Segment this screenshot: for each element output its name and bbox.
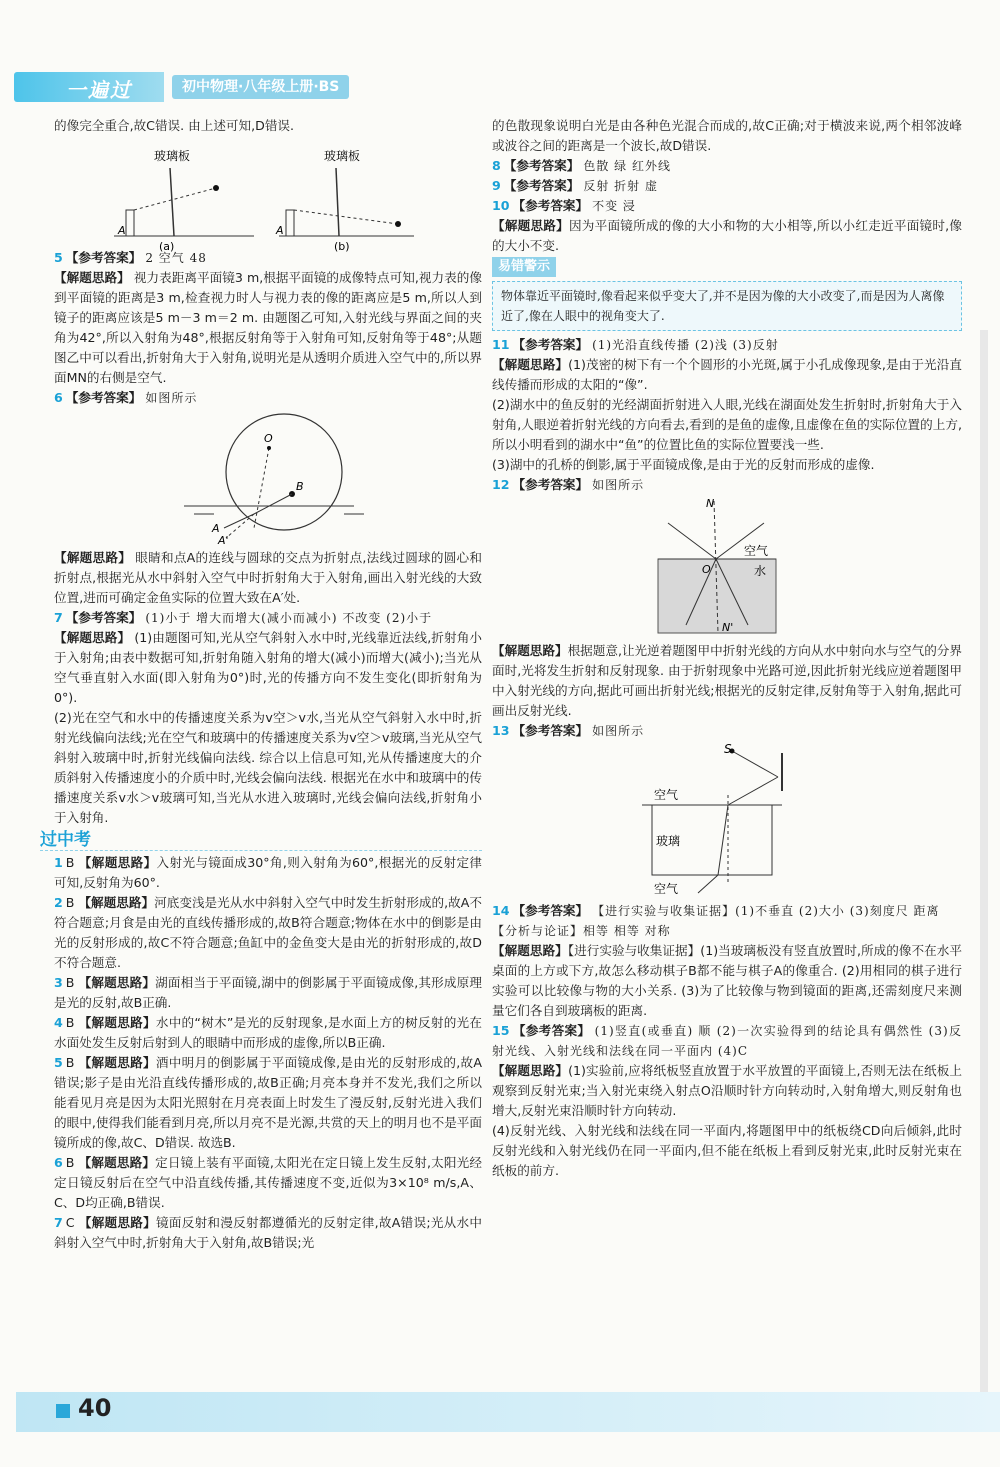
q6-label-a-prime: A' — [218, 534, 229, 547]
q5-answer-label: 【参考答案】 — [65, 250, 142, 265]
q13-label: 【参考答案】 — [512, 723, 589, 738]
q11-label: 【参考答案】 — [512, 337, 589, 352]
exam-2-number: 2 — [54, 895, 63, 910]
q9-answer: 反射 折射 虚 — [583, 179, 658, 193]
q8-label: 【参考答案】 — [503, 158, 580, 173]
fig-b-caption: (b) — [334, 240, 350, 253]
q5-hint-text: 视力表距离平面镜3 m,根据平面镜的成像特点可知,视力表的像到平面镜的距离是3 m,检查视力时人与视力表的像的距离应是5 m,所以人到镜子的距离应该是5 m－3 m＝2 m. 由题图乙可知,入射光线与界面之间的夹角为42°,所以入射角为48°,根据反射角等于入射角可知,反射角等于48°;从题图乙中可以看出,折射角大于入射角,说明光是从透明介质进入空气中的,所以界面MN的右侧是空气. — [54, 270, 482, 385]
q13-label-s: S — [724, 742, 732, 756]
q14-label: 【参考答案】 — [512, 903, 589, 918]
q5-number: 5 — [54, 250, 63, 265]
q14-hint-text: 【进行实验与收集证据】(1)当玻璃板没有竖直放置时,所成的像不在水平桌面的上方或下方,故怎么移动棋子B都不能与棋子A的像重合. (2)用相同的棋子进行实验可以比较像与物的大小关系. (3)为了比较像与物到镜面的距离,还需刻度尺来测量它们各自到玻璃板的距离. — [492, 943, 963, 1018]
exam-3-number: 3 — [54, 975, 63, 990]
q7 — [54, 608, 482, 628]
q10-hint-text: 因为平面镜所成的像的大小和物的大小相等,所以小红走近平面镜时,像的大小不变. — [492, 218, 963, 253]
exam-item-1 — [54, 853, 482, 893]
exam-6-text: 定日镜上装有平面镜,太阳光在定日镜上发生反射,太阳光经定日镜反射后在空气中沿直线传播,其传播速度不变,近似为3×10⁸ m/s,A、C、D均正确,B错误. — [54, 1155, 482, 1210]
exam-7-answer: C — [65, 1215, 75, 1230]
exam-1-number: 1 — [54, 855, 63, 870]
q5-hint — [54, 268, 482, 388]
q9-number: 9 — [492, 178, 501, 193]
q6 — [54, 388, 482, 408]
exam-4-text: 水中的“树木”是光的反射现象,是水面上方的树反射的光在水面处发生反射后射到人的眼睛中而形成的虚像,所以B正确. — [54, 1015, 483, 1050]
q14 — [492, 901, 962, 921]
q6-hint-label: 【解题思路】 — [54, 550, 132, 565]
exam-2-answer: B — [65, 895, 75, 910]
exam-item-7 — [54, 1213, 482, 1253]
q12-label-water: 水 — [754, 564, 767, 578]
fig-b-label: 玻璃板 — [324, 149, 361, 163]
exam-3-label: 【解题思路】 — [78, 975, 156, 990]
exam-2-label: 【解题思路】 — [78, 895, 155, 910]
q6-number: 6 — [54, 390, 63, 405]
page-number: 40 — [78, 1394, 112, 1422]
q10-label: 【参考答案】 — [512, 198, 589, 213]
q11-number: 11 — [492, 337, 510, 352]
margin-strip — [980, 330, 988, 1430]
q7-answer-label: 【参考答案】 — [65, 610, 142, 625]
q14-number: 14 — [492, 903, 510, 918]
q13-label-glass: 玻璃 — [656, 834, 681, 848]
q5-answer: 2 空气 48 — [145, 251, 207, 265]
exam-6-answer: B — [65, 1155, 75, 1170]
q10-hint-label: 【解题思路】 — [492, 218, 569, 233]
exam-item-5 — [54, 1053, 482, 1153]
q13-label-air-top: 空气 — [654, 788, 679, 802]
alert-tag: 易错警示 — [492, 257, 556, 277]
fig-a-label: 玻璃板 — [154, 149, 191, 163]
q11-answer: (1)光沿直线传播 (2)浅 (3)反射 — [592, 338, 779, 352]
q10-hint — [492, 216, 962, 256]
intro-text: 的像完全重合,故C错误. 由上述可知,D错误. — [54, 118, 295, 133]
refraction-diagram — [492, 497, 962, 639]
exam-item-2 — [54, 893, 482, 973]
q14-answer-2: 【分析与论证】相等 相等 对称 — [492, 924, 671, 938]
q6-hint — [54, 548, 482, 608]
exam-7-label: 【解题思路】 — [78, 1215, 156, 1230]
q15-answer: (1)竖直(或垂直) 顺 (2)一次实验得到的结论具有偶然性 (3)反射光线、入射光线和法线在同一平面内 (4)C — [492, 1024, 962, 1058]
q6-answer-label: 【参考答案】 — [65, 390, 142, 405]
q14-hint-label: 【解题思路】 — [492, 943, 568, 958]
right-continued-text: 的色散现象说明白光是由各种色光混合而成的,故C正确;对于横波来说,两个相邻波峰或波谷之间的距离是一个波长,故D错误. — [492, 118, 962, 153]
exam-item-4 — [54, 1013, 482, 1053]
q12-hint — [492, 641, 962, 721]
q12-label-o: O — [702, 563, 711, 576]
q13-figure — [492, 743, 962, 899]
exam-7-number: 7 — [54, 1215, 63, 1230]
q11-hint-3: (3)湖中的孔桥的倒影,属于平面镜成像,是由于光的反射而形成的虚像. — [492, 457, 875, 472]
exam-3-answer: B — [65, 975, 75, 990]
q7-hint-2: (2)光在空气和水中的传播速度关系为v空＞v水,当光从空气斜射入水中时,折射光线偏向法线;光在空气和玻璃中的传播速度关系为v空＞v玻璃,当光从空气斜射入玻璃中时,折射光线偏向法线. 综合以上信息可知,光从传播速度大的介质斜射入传播速度小的介质中时,光线会偏向法线. 根据光在水中和玻璃中的传播速度关系v水＞v玻璃可知,当光从水进入玻璃时,光线会偏向法线,折射角小于入射角. — [54, 710, 482, 825]
q6-label-o: O — [264, 432, 273, 445]
q10-answer: 不变 浸 — [592, 199, 636, 213]
q15-hint — [492, 1061, 962, 1121]
q11-hint-label: 【解题思路】 — [492, 357, 569, 372]
q13-answer: 如图所示 — [592, 724, 645, 738]
q13-label-air-bottom: 空气 — [654, 882, 679, 896]
q5 — [54, 248, 482, 268]
exam-5-text: 酒中明月的倒影属于平面镜成像,是由光的反射形成的,故A错误;影子是由光沿直线传播形成的,故B正确;月亮本身并不发光,我们之所以能看见月亮是因为太阳光照射在月亮表面上时发生了漫反射,反射光进入我们的眼中,使得我们能看到月亮,所以月亮不是光源,共赏的天上的明月也不是平面镜所成的像,故C、D错误. 故选B. — [54, 1055, 482, 1150]
alert-section — [492, 256, 962, 331]
q11-hint-1: (1)茂密的树下有一个个圆形的小光斑,属于小孔成像现象,是由于光沿直线传播而形成的太阳的“像”. — [492, 357, 962, 392]
brand-title: 一遍过 — [66, 78, 132, 102]
exam-4-answer: B — [65, 1015, 75, 1030]
q12-label-n-prime: N' — [722, 621, 734, 634]
q8-answer: 色散 绿 红外线 — [583, 159, 671, 173]
subject-tag: 初中物理·八年级上册·BS — [172, 75, 349, 99]
left-column — [40, 116, 483, 1253]
q7-answer: (1)小于 增大而增大(减小而减小) 不改变 (2)小于 — [145, 611, 433, 625]
q8 — [492, 156, 962, 176]
q7-hint-label: 【解题思路】 — [54, 630, 131, 645]
exam-5-number: 5 — [54, 1055, 63, 1070]
q15-label: 【参考答案】 — [512, 1023, 591, 1038]
exam-5-label: 【解题思路】 — [78, 1055, 156, 1070]
exam-6-number: 6 — [54, 1155, 63, 1170]
q6-label-b: B — [296, 480, 304, 493]
q12-label: 【参考答案】 — [512, 477, 589, 492]
q15-number: 15 — [492, 1023, 510, 1038]
fig-a-point: A — [118, 224, 126, 237]
q13 — [492, 721, 962, 741]
q12 — [492, 475, 962, 495]
q13-number: 13 — [492, 723, 510, 738]
exam-1-label: 【解题思路】 — [78, 855, 157, 870]
q12-label-n: N — [706, 497, 715, 510]
q15-hint-label: 【解题思路】 — [492, 1063, 569, 1078]
q12-number: 12 — [492, 477, 510, 492]
exam-list — [54, 853, 482, 1253]
glass-block-diagram — [492, 743, 962, 899]
q12-hint-text: 根据题意,让光逆着题图甲中折射光线的方向从水中射向水与空气的分界面时,光将发生折射和反射现象. 由于折射现象中光路可逆,因此折射光线应逆着题图甲中入射光线的方向,据此可画出折射光线;根据光的反射定律,反射角等于入射角,据此可画出反射光线. — [492, 643, 963, 718]
q7-number: 7 — [54, 610, 63, 625]
q9 — [492, 176, 962, 196]
exam-item-6 — [54, 1153, 482, 1213]
q12-figure — [492, 497, 962, 639]
q12-hint-label: 【解题思路】 — [492, 643, 568, 658]
q11-hint — [492, 355, 962, 395]
q12-answer: 如图所示 — [592, 478, 645, 492]
fig-a-caption: (a) — [159, 240, 175, 253]
q7-hint — [54, 628, 482, 708]
figure-ab — [54, 138, 482, 253]
exam-7-text: 镜面反射和漫反射都遵循光的反射定律,故A错误;光从水中斜射入空气中时,折射角大于入射角,故B错误;光 — [54, 1215, 482, 1250]
q10 — [492, 196, 962, 216]
page-header — [14, 72, 384, 102]
q9-label: 【参考答案】 — [503, 178, 580, 193]
q14-answer-1: 【进行实验与收集证据】(1)不垂直 (2)大小 (3)刻度尺 距离 — [592, 904, 940, 918]
page-footer — [16, 1392, 1000, 1432]
exam-item-3 — [54, 973, 482, 1013]
exam-6-label: 【解题思路】 — [78, 1155, 156, 1170]
fig-b-point: A — [276, 224, 284, 237]
exam-3-text: 湖面相当于平面镜,湖中的倒影属于平面镜成像,其形成原理是光的反射,故B正确. — [54, 975, 482, 1010]
q6-label-a: A — [212, 522, 220, 535]
exam-4-number: 4 — [54, 1015, 63, 1030]
q10-number: 10 — [492, 198, 510, 213]
q11-hint-2: (2)湖水中的鱼反射的光经湖面折射进入人眼,光线在湖面处发生折射时,折射角大于入射角,人眼逆着折射光线的方向看去,看到的是鱼的虚像,且虚像在鱼的实际位置的上方,所以小明看到的湖水中“鱼”的位置比鱼的实际位置要浅一些. — [492, 397, 962, 452]
q14-hint — [492, 941, 962, 1021]
section-title: 过中考 — [40, 830, 482, 851]
page-marker-icon — [56, 1404, 70, 1418]
q8-number: 8 — [492, 158, 501, 173]
fishbowl-diagram — [54, 410, 482, 546]
right-column — [492, 116, 962, 1181]
q15-hint-2: (4)反射光线、入射光线和法线在同一平面内,将题图甲中的纸板绕CD向后倾斜,此时反射光线和入射光线仍在同一平面内,但不能在纸板上看到反射光束,此时反射光束在纸板的前方. — [492, 1123, 962, 1178]
q7-hint-text-1: (1)由题图可知,光从空气斜射入水中时,光线靠近法线,折射角小于入射角;由表中数据可知,折射角随入射角的增大(减小)而增大(减小);当光从空气垂直射入水面(即入射角为0°)时,光的传播方向不发生变化(即折射角为0°). — [54, 630, 482, 705]
q5-hint-label: 【解题思路】 — [54, 270, 130, 285]
glass-plate-diagrams — [54, 138, 482, 253]
q15-hint-1: (1)实验前,应将纸板竖直放置于水平放置的平面镜上,否则无法在纸板上观察到反射光束;当入射光束绕入射点O沿顺时针方向转动时,入射角增大,则反射角也增大,反射光束沿顺时针方向转动. — [492, 1063, 962, 1118]
q15 — [492, 1021, 962, 1061]
q12-label-air: 空气 — [744, 544, 769, 558]
alert-box: 物体靠近平面镜时,像看起来似乎变大了,并不是因为像的大小改变了,而是因为人离像近了,像在人眼中的视角变大了. — [492, 281, 962, 331]
q6-figure — [54, 410, 482, 546]
exam-1-answer: B — [65, 855, 75, 870]
brand-logo — [14, 72, 164, 102]
q6-answer: 如图所示 — [145, 391, 198, 405]
exam-5-answer: B — [65, 1055, 75, 1070]
q11 — [492, 335, 962, 355]
exam-1-text: 入射光与镜面成30°角,则入射角为60°,根据光的反射定律可知,反射角为60°. — [54, 855, 482, 890]
exam-2-text: 河底变浅是光从水中斜射入空气中时发生折射形成的,故A不符合题意;月食是由光的直线传播形成的,故B符合题意;物体在水中的倒影是由光的反射形成的,故C不符合题意;鱼缸中的金鱼变大是由光的折射形成的,故D不符合题意. — [54, 895, 483, 970]
exam-4-label: 【解题思路】 — [78, 1015, 156, 1030]
q6-hint-text: 眼睛和点A的连线与圆球的交点为折射点,法线过圆球的圆心和折射点,根据光从水中斜射入空气中时折射角大于入射角,画出入射光线的大致位置,进而可确定金鱼实际的位置大致在A′处. — [54, 550, 482, 605]
